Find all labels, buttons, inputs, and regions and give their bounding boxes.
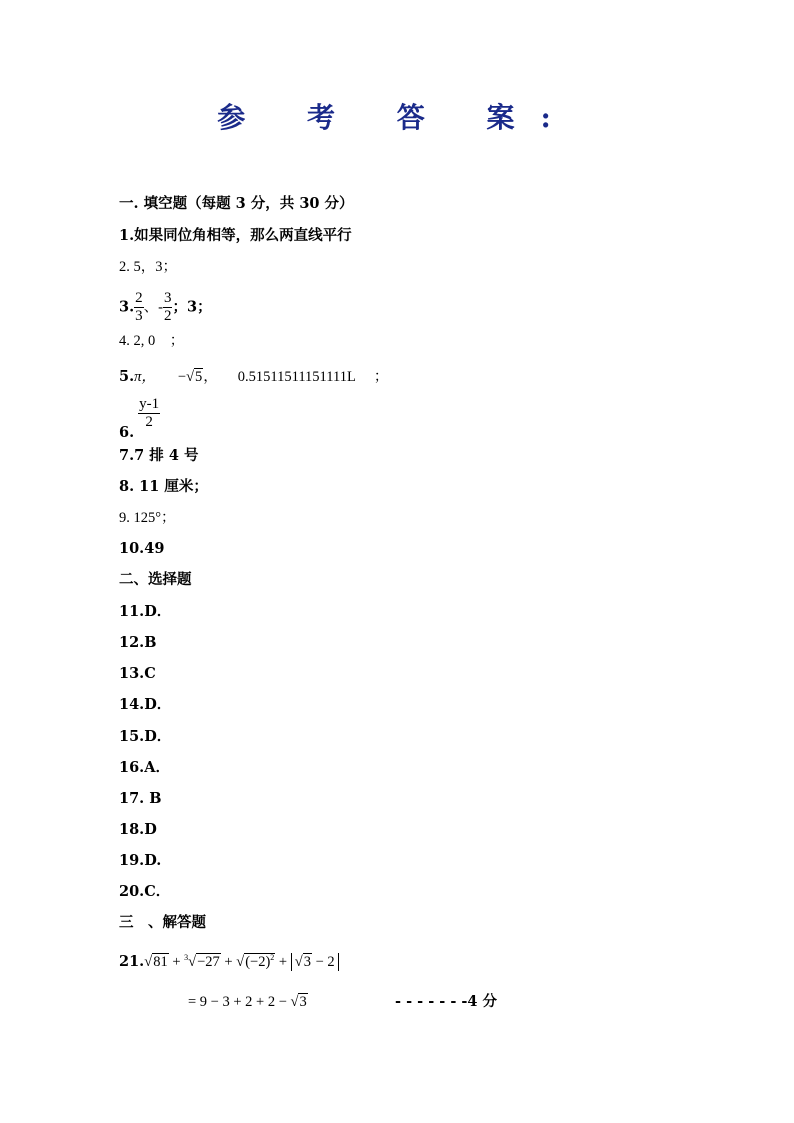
cube-root-minus-27: $^3$√−27 xyxy=(184,953,220,970)
sqrt-81: √81 xyxy=(144,953,168,970)
answer-21-prefix: 21. xyxy=(119,952,145,970)
answer-4-text: 4. 2, 0 ； xyxy=(119,333,185,349)
answer-11: 11.D． xyxy=(119,603,172,620)
answer-19: 19.D. xyxy=(119,852,162,869)
fraction-numerator: 3 xyxy=(163,290,172,306)
fraction-numerator: 2 xyxy=(135,290,143,306)
page-title: 参 考 答 案: xyxy=(217,101,577,134)
answer-13: 13.C xyxy=(119,665,156,682)
radicand: 3 xyxy=(303,953,311,970)
fraction-denominator: 2 xyxy=(145,414,153,430)
radicand: 3 xyxy=(299,994,307,1010)
absolute-value: √3 − 2 xyxy=(291,953,339,971)
fraction-denominator: 3 xyxy=(135,308,143,324)
fraction-two-thirds xyxy=(134,290,144,325)
answer-3-separator: 、- xyxy=(143,299,163,316)
answer-9 xyxy=(119,508,176,528)
answer-12: 12.B xyxy=(119,634,157,651)
radicand: 5 xyxy=(195,369,203,385)
answer-3-prefix: 3. xyxy=(119,298,135,316)
answer-3 xyxy=(119,290,212,325)
sqrt-three: √3 xyxy=(290,994,307,1010)
answer-15: 15.D． xyxy=(119,728,172,745)
answer-7: 7.7 排 4 号 xyxy=(119,447,199,464)
answer-14: 14.D． xyxy=(119,696,172,713)
abs-rest: − 2 xyxy=(311,953,335,970)
answer-2-text: 2. 5，3； xyxy=(119,259,177,275)
answer-18: 18.D xyxy=(119,821,157,838)
answer-1: 1.如果同位角相等，那么两直线平行 xyxy=(119,227,352,244)
solution-step xyxy=(188,992,308,1012)
repeating-decimal: 0.51511511151111L xyxy=(237,369,356,385)
answer-5-prefix: 5. xyxy=(119,368,135,385)
negative-sqrt-five: −√5， xyxy=(177,369,218,385)
step-expression: = 9 − 3 + 2 + 2 − xyxy=(188,994,291,1010)
fraction-numerator: y-1 xyxy=(139,396,160,412)
section-heading-fill-in: 一. 填空题（每题 3 分，共 30 分） xyxy=(119,195,354,212)
root-index: 3 xyxy=(184,953,189,962)
fraction-denominator: 2 xyxy=(163,308,172,324)
fraction-y-minus-one-over-two xyxy=(138,396,160,431)
answer-3-suffix: ；3； xyxy=(172,298,212,316)
answer-6 xyxy=(119,396,160,441)
section-heading-choice: 二、选择题 xyxy=(119,571,192,588)
sqrt-minus-two-squared: $√(-2)^2$ xyxy=(236,953,275,970)
score-marker: - - - - - - -4 分 xyxy=(395,993,498,1010)
answer-8: 8. 11 厘米； xyxy=(119,478,208,495)
answer-5-suffix: ； xyxy=(373,369,389,385)
radicand: −27 xyxy=(197,953,220,970)
answer-4 xyxy=(119,331,184,351)
radicand: (−2) xyxy=(245,953,271,970)
answer-21: $21.√81 + ^3√-27 + √(-2)^2 + √3 - 2$ xyxy=(119,948,339,972)
answer-5 xyxy=(119,367,388,387)
exponent: 2 xyxy=(270,953,275,962)
section-heading-solutions: 三 、解答题 xyxy=(119,914,206,931)
answer-17: 17. B xyxy=(119,790,162,807)
answer-20: 20.C． xyxy=(119,883,171,900)
answer-9-text: 9. 125°； xyxy=(119,510,176,526)
answer-6-prefix: 6. xyxy=(119,424,135,441)
answer-10: 10.49 xyxy=(119,540,165,557)
pi-symbol: π， xyxy=(134,369,156,385)
answer-16: 16.A． xyxy=(119,759,170,776)
radicand: 81 xyxy=(153,953,168,970)
answer-2 xyxy=(119,257,177,277)
